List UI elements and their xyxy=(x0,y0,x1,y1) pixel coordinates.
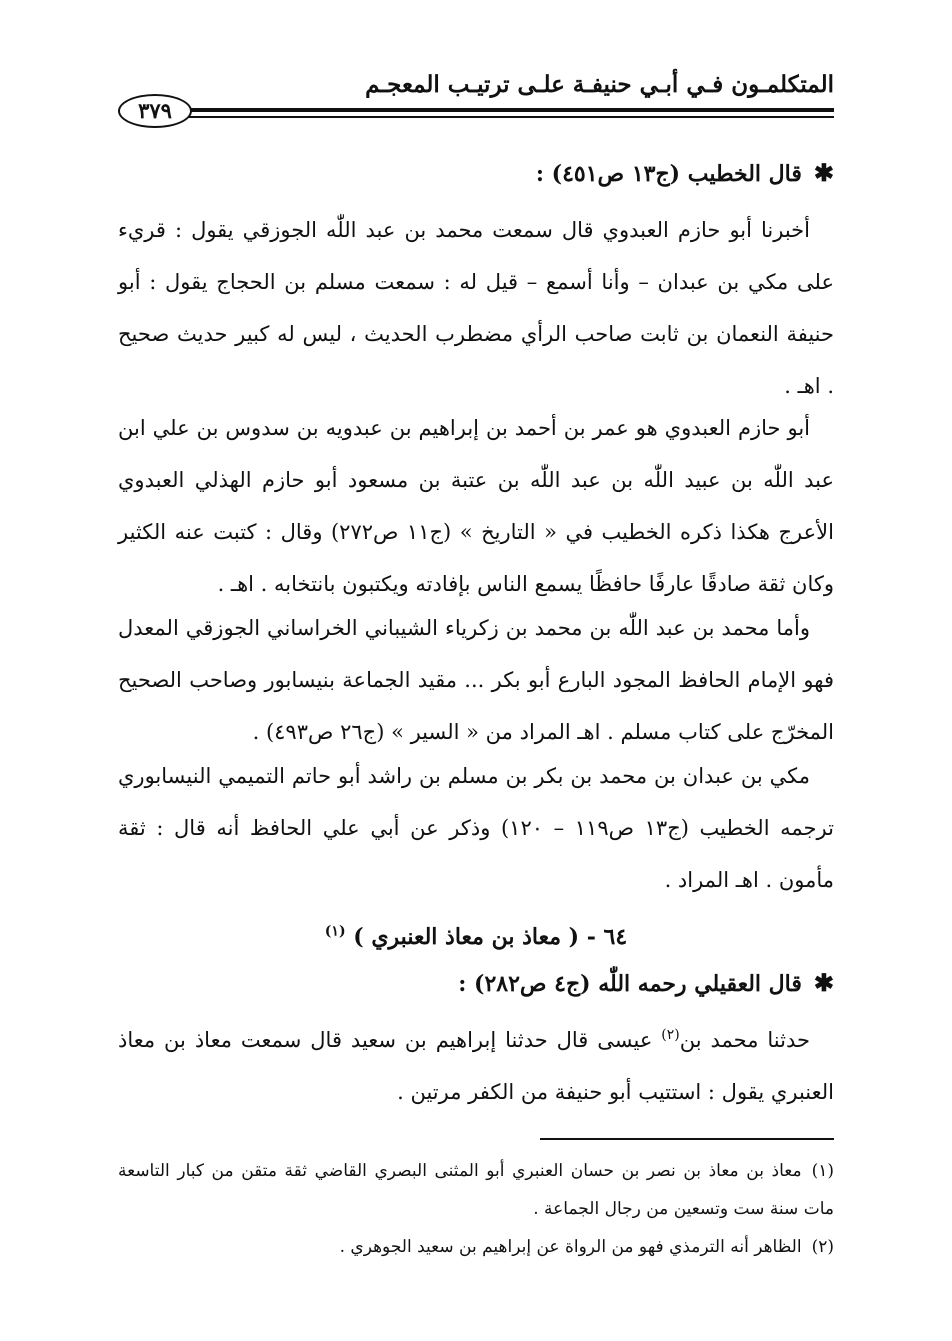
paragraph-2 xyxy=(118,402,834,610)
header-rule-thin xyxy=(188,116,834,118)
paragraph-3 xyxy=(118,602,834,758)
asterisk-icon: ✱ xyxy=(813,158,834,187)
khatib-heading xyxy=(118,158,834,189)
paragraph-1 xyxy=(118,204,834,412)
footnote-ref-2: (٢) xyxy=(661,1027,680,1043)
header-rule-thick xyxy=(188,108,834,112)
uqayli-heading xyxy=(118,968,834,999)
footnote-2-number: (٢) xyxy=(811,1237,834,1257)
khatib-heading-text: قال الخطيب (ج١٣ ص٤٥١) : xyxy=(535,161,802,187)
footnote-1 xyxy=(118,1152,834,1228)
footnote-2 xyxy=(118,1228,834,1266)
paragraph-5-text xyxy=(118,1014,834,1118)
paragraph-4 xyxy=(118,750,834,906)
uqayli-heading-text: قال العقيلي رحمه اللّٰه (ج٤ ص٢٨٢) : xyxy=(458,971,802,997)
entry-title-text: ٦٤ - ( معاذ بن معاذ العنبري ) xyxy=(353,924,628,950)
paragraph-5 xyxy=(118,1014,834,1118)
footnote-1-text: معاذ بن معاذ بن نصر بن حسان العنبري أبو المثنى البصري القاضي ثقة متقن من كبار التاسعة مات سنة ست وتسعين من رجال الجماعة . xyxy=(118,1161,834,1219)
footnotes xyxy=(118,1152,834,1266)
paragraph-5-part-b: عيسى قال حدثنا إبراهيم بن سعيد قال سمعت معاذ بن معاذ العنبري يقول : استتيب أبو حنيفة من الكفر مرتين . xyxy=(118,1028,834,1104)
paragraph-2-text: أبو حازم العبدوي هو عمر بن أحمد بن إبراهيم بن عبدويه بن سدوس بن علي ابن عبد اللّٰه بن عبيد اللّٰه بن عبد اللّٰه بن عتبة بن مسعود أبو حازم الهذلي العبدوي الأعرج هكذا ذكره الخطيب في « التاريخ » (ج١١ ص٢٧٢) وقال : كتبت عنه الكثير وكان ثقة صادقًا عارفًا حافظًا يسمع الناس بإفادته ويكتبون بانتخابه . اهـ . xyxy=(118,416,834,596)
footnote-separator xyxy=(540,1138,834,1140)
paragraph-4-text: مكي بن عبدان بن محمد بن بكر بن مسلم بن راشد أبو حاتم التميمي النيسابوري ترجمه الخطيب (ج١٣ ص١١٩ – ١٢٠) وذكر عن أبي علي الحافظ أنه قال : ثقة مأمون . اهـ المراد . xyxy=(118,764,834,892)
footnote-ref-1: (١) xyxy=(324,923,346,940)
running-title: المتكلمـون فـي أبـي حنيفـة علـى ترتيـب المعجـم xyxy=(365,71,834,98)
page-number: ٣٧٩ xyxy=(118,94,192,128)
footnote-1-number: (١) xyxy=(811,1161,834,1181)
entry-title xyxy=(118,922,834,952)
paragraph-1-text: أخبرنا أبو حازم العبدوي قال سمعت محمد بن عبد اللّٰه الجوزقي يقول : قريء على مكي بن عبدان – وأنا أسمع – قيل له : سمعت مسلم بن الحجاج يقول : أبو حنيفة النعمان بن ثابت صاحب الرأي مضطرب الحديث ، ليس له كبير حديث صحيح . اهـ . xyxy=(118,218,834,398)
paragraph-5-part-a: حدثنا محمد بن xyxy=(679,1028,810,1052)
paragraph-3-text: وأما محمد بن عبد اللّٰه بن محمد بن زكرياء الشيباني الخراساني الجوزقي المعدل فهو الإمام الحافظ المجود البارع أبو بكر ... مقيد الجماعة بنيسابور وصاحب الصحيح المخرّج على كتاب مسلم . اهـ المراد من « السير » (ج٢٦ ص٤٩٣) . xyxy=(118,616,834,744)
footnote-2-text: الظاهر أنه الترمذي فهو من الرواة عن إبراهيم بن سعيد الجوهري . xyxy=(339,1237,802,1257)
asterisk-icon: ✱ xyxy=(813,968,834,997)
